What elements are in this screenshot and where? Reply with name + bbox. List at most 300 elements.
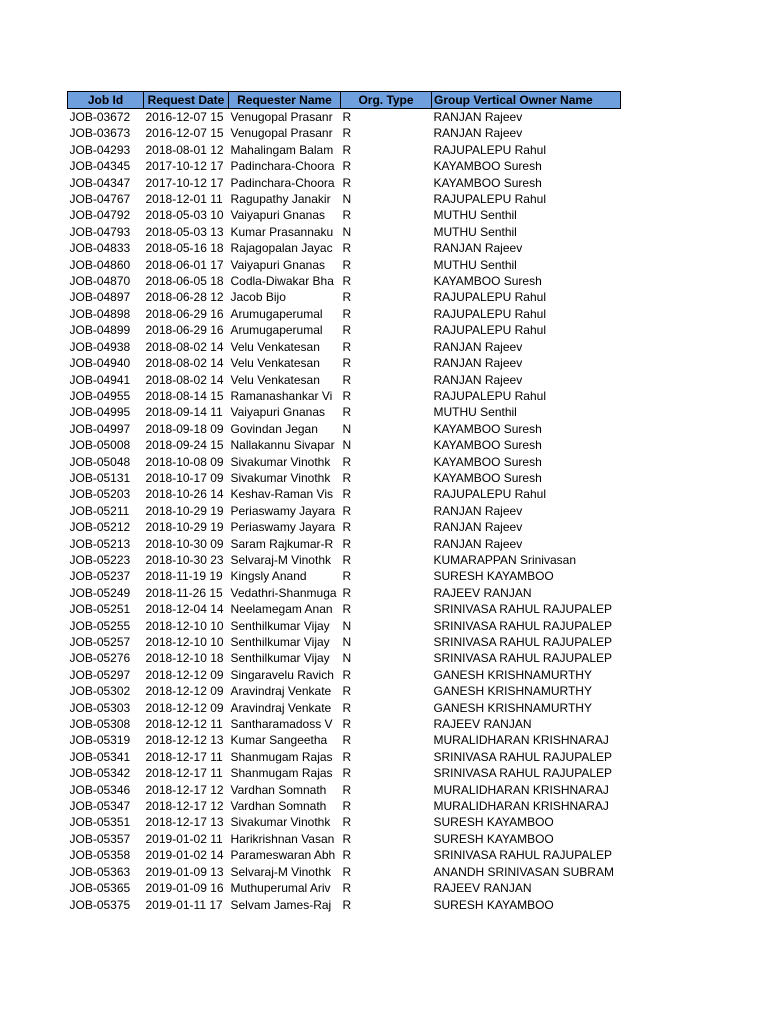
cell-org-type[interactable]: R [342,356,352,371]
cell-org-type[interactable]: R [342,257,352,272]
cell-request-date[interactable]: 2018-05-03 10 [145,208,224,223]
table-row [68,880,621,896]
table-row [68,306,621,322]
table-row [68,552,621,568]
cell-org-type[interactable]: R [342,897,352,912]
cell-job-id[interactable]: JOB-05357 [69,831,131,846]
cell-request-date[interactable]: 2018-11-19 19 [145,569,223,584]
cell-request-date[interactable]: 2018-12-12 09 [145,684,224,699]
cell-requester-name[interactable]: Velu Venkatesan [230,356,320,371]
cell-job-id[interactable]: JOB-05319 [69,733,131,748]
cell-request-date[interactable]: 2018-06-29 16 [145,323,224,338]
cell-org-type[interactable]: R [342,831,352,846]
cell-owner-name[interactable]: RAJEEV RANJAN [433,585,532,600]
cell-job-id[interactable]: JOB-04995 [69,405,131,420]
cell-requester-name[interactable]: Santharamadoss V [230,717,333,732]
cell-request-date[interactable]: 2018-09-24 15 [145,438,224,453]
table-row [68,437,621,453]
table-row [68,782,621,798]
table-row [68,142,621,158]
cell-request-date[interactable]: 2018-12-10 10 [145,635,224,649]
cell-owner-name[interactable]: KAYAMBOO Suresh [433,274,542,289]
cell-requester-name[interactable]: Jacob Bijo [230,290,286,305]
cell-requester-name[interactable]: Vardhan Somnath [230,799,327,814]
cell-org-type[interactable]: R [342,323,352,338]
table-row [68,404,621,420]
cell-org-type[interactable]: R [342,405,352,420]
cell-job-id[interactable]: JOB-05375 [69,897,131,912]
cell-request-date[interactable]: 2019-01-02 11 [145,831,223,846]
cell-org-type[interactable]: R [342,126,352,141]
cell-requester-name[interactable]: Aravindraj Venkate [230,684,332,699]
cell-job-id[interactable]: JOB-04833 [69,241,131,256]
cell-job-id[interactable]: JOB-04792 [69,208,131,223]
cell-request-date[interactable]: 2017-10-12 17 [145,175,224,190]
cell-job-id[interactable]: JOB-05203 [69,487,131,502]
spreadsheet-view [67,91,621,913]
cell-job-id[interactable]: JOB-05363 [69,864,131,879]
cell-job-id[interactable]: JOB-04941 [69,372,131,387]
table-row [68,864,621,880]
cell-request-date[interactable]: 2018-12-17 11 [145,749,223,764]
table-row [68,700,621,716]
table-row [68,191,621,207]
cell-job-id[interactable]: JOB-05251 [69,602,131,617]
cell-job-id[interactable]: JOB-04870 [69,274,131,289]
cell-owner-name[interactable]: SRINIVASA RAHUL RAJUPALEP [433,618,612,633]
cell-owner-name[interactable]: RANJAN Rajeev [433,126,523,141]
cell-requester-name[interactable]: Govindan Jegan [230,421,318,436]
table-row [68,503,621,519]
cell-owner-name[interactable]: SURESH KAYAMBOO [433,815,554,830]
cell-owner-name[interactable]: GANESH KRISHNAMURTHY [433,667,592,682]
cell-job-id[interactable]: JOB-04938 [69,339,131,354]
cell-job-id[interactable]: JOB-05249 [69,585,131,600]
cell-owner-name[interactable]: KAYAMBOO Suresh [433,470,542,485]
cell-org-type[interactable]: R [342,700,352,715]
cell-requester-name[interactable]: Periaswamy Jayara [230,520,336,535]
cell-requester-name[interactable]: Venugopal Prasanr [230,110,333,124]
cell-request-date[interactable]: 2018-10-29 19 [145,503,224,518]
table-row [68,847,621,863]
cell-job-id[interactable]: JOB-04955 [69,388,131,403]
cell-owner-name[interactable]: SURESH KAYAMBOO [433,569,554,584]
cell-owner-name[interactable]: MUTHU Senthil [433,405,517,420]
column-header-group-vertical-owner-name[interactable]: Group Vertical Owner Name [432,92,621,109]
cell-org-type[interactable]: R [342,766,352,781]
table-row [68,207,621,223]
cell-owner-name[interactable]: KAYAMBOO Suresh [433,438,542,453]
cell-owner-name[interactable]: RAJUPALEPU Rahul [433,142,546,157]
cell-request-date[interactable]: 2018-12-17 12 [145,782,224,797]
table-row [68,568,621,584]
cell-job-id[interactable]: JOB-04899 [69,323,131,338]
cell-org-type[interactable]: R [342,175,352,190]
cell-requester-name[interactable]: Selvaraj-M Vinothk [230,552,331,567]
column-header-job-id[interactable]: Job Id [68,92,144,109]
cell-owner-name[interactable]: RAJUPALEPU Rahul [433,388,546,403]
header-row [68,92,621,109]
table-row [68,355,621,371]
cell-job-id[interactable]: JOB-05346 [69,782,131,797]
cell-org-type[interactable]: R [342,372,352,387]
cell-request-date[interactable]: 2018-11-26 15 [145,585,223,600]
cell-org-type[interactable]: R [342,520,352,535]
cell-owner-name[interactable]: RAJUPALEPU Rahul [433,323,546,338]
cell-owner-name[interactable]: KUMARAPPAN Srinivasan [433,552,576,567]
cell-job-id[interactable]: JOB-04767 [69,192,131,207]
table-row [68,749,621,765]
cell-owner-name[interactable]: SURESH KAYAMBOO [433,831,554,846]
table-row [68,421,621,437]
cell-org-type[interactable]: R [342,339,352,354]
table-row [68,109,621,126]
cell-owner-name[interactable]: SURESH KAYAMBOO [433,897,554,912]
cell-requester-name[interactable]: Mahalingam Balam [230,142,334,157]
cell-owner-name[interactable]: SRINIVASA RAHUL RAJUPALEP [433,749,612,764]
cell-request-date[interactable]: 2019-01-02 14 [145,848,224,863]
cell-owner-name[interactable]: RAJUPALEPU Rahul [433,487,546,502]
cell-job-id[interactable]: JOB-05276 [69,651,131,666]
cell-requester-name[interactable]: Kumar Prasannaku [230,224,334,239]
cell-org-type[interactable]: R [342,208,352,223]
cell-requester-name[interactable]: Selvam James-Raj [230,897,332,912]
cell-org-type[interactable]: N [342,421,352,436]
cell-org-type[interactable]: R [342,717,352,732]
table-row [68,650,621,666]
cell-org-type[interactable]: R [342,454,352,469]
cell-requester-name[interactable]: Sivakumar Vinothk [230,470,331,485]
cell-job-id[interactable]: JOB-04898 [69,306,131,321]
table-row [68,732,621,748]
cell-request-date[interactable]: 2018-12-12 09 [145,667,224,682]
cell-org-type[interactable]: R [342,388,352,403]
cell-request-date[interactable]: 2016-12-07 15 [145,110,224,124]
table-row [68,257,621,273]
cell-owner-name[interactable]: KAYAMBOO Suresh [433,175,542,190]
cell-requester-name[interactable]: Aravindraj Venkate [230,700,332,715]
cell-owner-name[interactable]: MUTHU Senthil [433,257,517,272]
cell-org-type[interactable]: R [342,110,352,124]
table-row [68,125,621,141]
table-row [68,601,621,617]
table-row [68,765,621,781]
cell-owner-name[interactable]: RANJAN Rajeev [433,241,523,256]
cell-org-type[interactable]: R [342,552,352,567]
table-row [68,486,621,502]
cell-request-date[interactable]: 2018-08-02 14 [145,372,224,387]
cell-org-type[interactable]: R [342,749,352,764]
cell-job-id[interactable]: JOB-05303 [69,700,131,715]
cell-org-type[interactable]: R [342,241,352,256]
cell-owner-name[interactable]: MUTHU Senthil [433,224,517,239]
cell-requester-name[interactable]: Senthilkumar Vijay [230,651,330,666]
table-row [68,716,621,732]
cell-request-date[interactable]: 2018-12-12 13 [145,733,224,748]
table-row [68,831,621,847]
cell-requester-name[interactable]: Senthilkumar Vijay [230,635,330,649]
cell-job-id[interactable]: JOB-03673 [69,126,131,141]
cell-org-type[interactable]: R [342,274,352,289]
column-header-org-type[interactable]: Org. Type [341,92,432,109]
cell-owner-name[interactable]: KAYAMBOO Suresh [433,454,542,469]
cell-org-type[interactable]: N [342,635,352,649]
table-row [68,158,621,174]
cell-requester-name[interactable]: Arumugaperumal [230,306,323,321]
cell-request-date[interactable]: 2018-10-17 09 [145,470,224,485]
cell-org-type[interactable]: N [342,651,352,666]
cell-org-type[interactable]: R [342,848,352,863]
table-row [68,634,621,650]
cell-request-date[interactable]: 2018-06-01 17 [145,257,224,272]
cell-owner-name[interactable]: ANANDH SRINIVASAN SUBRAM [433,864,614,879]
cell-requester-name[interactable]: Vedathri-Shanmuga [230,585,337,600]
cell-org-type[interactable]: R [342,306,352,321]
cell-requester-name[interactable]: Senthilkumar Vijay [230,618,330,633]
cell-owner-name[interactable]: MUTHU Senthil [433,208,517,223]
cell-request-date[interactable]: 2016-12-07 15 [145,126,224,141]
column-header-request-date[interactable]: Request Date [144,92,229,109]
cell-org-type[interactable]: R [342,782,352,797]
cell-requester-name[interactable]: Vardhan Somnath [230,782,327,797]
cell-requester-name[interactable]: Ramanashankar Vi [230,388,333,403]
cell-request-date[interactable]: 2018-08-14 15 [145,388,224,403]
cell-job-id[interactable]: JOB-05308 [69,717,131,732]
cell-request-date[interactable]: 2018-10-30 23 [145,552,224,567]
cell-org-type[interactable]: R [342,470,352,485]
cell-requester-name[interactable]: Saram Rajkumar-R [230,536,334,551]
cell-job-id[interactable]: JOB-05347 [69,799,131,814]
table-row [68,470,621,486]
table-row [68,897,621,913]
cell-request-date[interactable]: 2018-06-28 12 [145,290,224,305]
table-row [68,798,621,814]
cell-owner-name[interactable]: RAJEEV RANJAN [433,717,532,732]
cell-owner-name[interactable]: RAJUPALEPU Rahul [433,290,546,305]
table-row [68,536,621,552]
table-row [68,814,621,830]
cell-job-id[interactable]: JOB-04897 [69,290,131,305]
cell-owner-name[interactable]: RANJAN Rajeev [433,372,523,387]
cell-job-id[interactable]: JOB-05255 [69,618,131,633]
cell-job-id[interactable]: JOB-05223 [69,552,131,567]
table-row [68,372,621,388]
cell-org-type[interactable]: N [342,192,352,207]
cell-owner-name[interactable]: SRINIVASA RAHUL RAJUPALEP [433,635,612,649]
table-row [68,339,621,355]
table-row [68,683,621,699]
cell-owner-name[interactable]: SRINIVASA RAHUL RAJUPALEP [433,766,612,781]
cell-owner-name[interactable]: MURALIDHARAN KRISHNARAJ [433,733,609,748]
cell-request-date[interactable]: 2018-12-01 11 [145,192,223,207]
cell-requester-name[interactable]: Muthuperumal Ariv [230,881,331,896]
cell-owner-name[interactable]: RANJAN Rajeev [433,356,523,371]
cell-request-date[interactable]: 2018-08-01 12 [145,142,224,157]
cell-job-id[interactable]: JOB-04860 [69,257,131,272]
cell-org-type[interactable]: R [342,799,352,814]
cell-job-id[interactable]: JOB-05211 [69,503,130,518]
cell-org-type[interactable]: N [342,438,352,453]
cell-request-date[interactable]: 2018-12-10 18 [145,651,224,666]
cell-request-date[interactable]: 2018-06-05 18 [145,274,224,289]
cell-request-date[interactable]: 2019-01-11 17 [145,897,223,912]
cell-owner-name[interactable]: RAJEEV RANJAN [433,881,532,896]
cell-request-date[interactable]: 2018-09-14 11 [145,405,223,420]
cell-job-id[interactable]: JOB-05302 [69,684,131,699]
cell-job-id[interactable]: JOB-04293 [69,142,131,157]
cell-org-type[interactable]: R [342,503,352,518]
cell-requester-name[interactable]: Codla-Diwakar Bha [230,274,334,289]
cell-requester-name[interactable]: Periaswamy Jayara [230,503,336,518]
cell-requester-name[interactable]: Velu Venkatesan [230,339,320,354]
cell-request-date[interactable]: 2018-10-30 09 [145,536,224,551]
table-row [68,175,621,191]
cell-request-date[interactable]: 2018-10-08 09 [145,454,224,469]
cell-request-date[interactable]: 2018-06-29 16 [145,306,224,321]
cell-job-id[interactable]: JOB-05358 [69,848,131,863]
table-row [68,585,621,601]
cell-request-date[interactable]: 2018-10-29 19 [145,520,224,535]
cell-owner-name[interactable]: RANJAN Rajeev [433,520,523,535]
cell-request-date[interactable]: 2018-12-04 14 [145,602,224,617]
cell-requester-name[interactable]: Vaiyapuri Gnanas [230,405,325,420]
cell-request-date[interactable]: 2018-12-17 13 [145,815,224,830]
cell-org-type[interactable]: R [342,290,352,305]
cell-request-date[interactable]: 2018-12-12 09 [145,700,224,715]
cell-request-date[interactable]: 2019-01-09 16 [145,881,224,896]
cell-org-type[interactable]: R [342,536,352,551]
cell-requester-name[interactable]: Kingsly Anand [230,569,307,584]
cell-job-id[interactable]: JOB-03672 [69,110,131,124]
cell-org-type[interactable]: R [342,684,352,699]
table-row [68,224,621,240]
cell-job-id[interactable]: JOB-05257 [69,635,131,649]
cell-org-type[interactable]: R [342,159,352,174]
table-row [68,289,621,305]
cell-requester-name[interactable]: Ragupathy Janakir [230,192,331,207]
cell-request-date[interactable]: 2018-12-12 11 [145,717,223,732]
cell-job-id[interactable]: JOB-05297 [69,667,131,682]
cell-request-date[interactable]: 2018-10-26 14 [145,487,224,502]
cell-job-id[interactable]: JOB-05365 [69,881,131,896]
cell-request-date[interactable]: 2017-10-12 17 [145,159,224,174]
cell-job-id[interactable]: JOB-04345 [69,159,131,174]
cell-org-type[interactable]: R [342,733,352,748]
cell-org-type[interactable]: R [342,815,352,830]
cell-owner-name[interactable]: KAYAMBOO Suresh [433,159,542,174]
cell-job-id[interactable]: JOB-05213 [69,536,131,551]
jobs-table [67,91,621,913]
cell-org-type[interactable]: R [342,487,352,502]
cell-owner-name[interactable]: RAJUPALEPU Rahul [433,192,546,207]
cell-owner-name[interactable]: RANJAN Rajeev [433,503,523,518]
cell-requester-name[interactable]: Singaravelu Ravich [230,667,334,682]
column-header-requester-name[interactable]: Requester Name [229,92,341,109]
cell-requester-name[interactable]: Velu Venkatesan [230,372,320,387]
cell-org-type[interactable]: R [342,602,352,617]
cell-org-type[interactable]: R [342,569,352,584]
table-row [68,667,621,683]
cell-job-id[interactable]: JOB-05008 [69,438,131,453]
cell-owner-name[interactable]: RANJAN Rajeev [433,536,523,551]
cell-org-type[interactable]: R [342,864,352,879]
cell-job-id[interactable]: JOB-05237 [69,569,131,584]
cell-owner-name[interactable]: RANJAN Rajeev [433,339,523,354]
cell-job-id[interactable]: JOB-05048 [69,454,131,469]
cell-requester-name[interactable]: Arumugaperumal [230,323,323,338]
cell-requester-name[interactable]: Parameswaran Abh [230,848,336,863]
cell-requester-name[interactable]: Vaiyapuri Gnanas [230,208,325,223]
cell-job-id[interactable]: JOB-04940 [69,356,131,371]
cell-request-date[interactable]: 2018-05-03 13 [145,224,224,239]
table-row [68,240,621,256]
cell-requester-name[interactable]: Venugopal Prasanr [230,126,333,141]
cell-request-date[interactable]: 2018-12-10 10 [145,618,224,633]
cell-job-id[interactable]: JOB-05212 [69,520,131,535]
cell-requester-name[interactable]: Padinchara-Choora [230,159,335,174]
cell-job-id[interactable]: JOB-05341 [69,749,131,764]
cell-org-type[interactable]: N [342,224,352,239]
cell-request-date[interactable]: 2018-08-02 14 [145,339,224,354]
cell-job-id[interactable]: JOB-04997 [69,421,131,436]
table-row [68,454,621,470]
cell-requester-name[interactable]: Kumar Sangeetha [230,733,328,748]
table-body [68,109,621,913]
cell-requester-name[interactable]: Shanmugam Rajas [230,766,333,781]
cell-job-id[interactable]: JOB-05342 [69,766,131,781]
cell-owner-name[interactable]: KAYAMBOO Suresh [433,421,542,436]
cell-owner-name[interactable]: GANESH KRISHNAMURTHY [433,684,592,699]
cell-job-id[interactable]: JOB-04793 [69,224,131,239]
cell-owner-name[interactable]: SRINIVASA RAHUL RAJUPALEP [433,848,612,863]
cell-owner-name[interactable]: RAJUPALEPU Rahul [433,306,546,321]
table-row [68,519,621,535]
cell-requester-name[interactable]: Keshav-Raman Vis [230,487,333,502]
cell-job-id[interactable]: JOB-05131 [69,470,131,485]
cell-owner-name[interactable]: SRINIVASA RAHUL RAJUPALEP [433,651,612,666]
cell-owner-name[interactable]: GANESH KRISHNAMURTHY [433,700,592,715]
cell-org-type[interactable]: R [342,585,352,600]
cell-request-date[interactable]: 2018-12-17 11 [145,766,223,781]
cell-request-date[interactable]: 2018-05-16 18 [145,241,224,256]
cell-requester-name[interactable]: Nallakannu Sivapar [230,438,335,453]
cell-requester-name[interactable]: Sivakumar Vinothk [230,815,331,830]
cell-requester-name[interactable]: Selvaraj-M Vinothk [230,864,331,879]
cell-requester-name[interactable]: Neelamegam Anan [230,602,333,617]
cell-requester-name[interactable]: Vaiyapuri Gnanas [230,257,325,272]
cell-request-date[interactable]: 2019-01-09 13 [145,864,224,879]
cell-requester-name[interactable]: Shanmugam Rajas [230,749,333,764]
cell-request-date[interactable]: 2018-08-02 14 [145,356,224,371]
cell-job-id[interactable]: JOB-05351 [69,815,131,830]
table-row [68,388,621,404]
cell-owner-name[interactable]: SRINIVASA RAHUL RAJUPALEP [433,602,612,617]
cell-owner-name[interactable]: MURALIDHARAN KRISHNARAJ [433,799,609,814]
cell-org-type[interactable]: N [342,618,352,633]
cell-requester-name[interactable]: Sivakumar Vinothk [230,454,331,469]
cell-requester-name[interactable]: Rajagopalan Jayac [230,241,333,256]
cell-org-type[interactable]: R [342,667,352,682]
cell-org-type[interactable]: R [342,142,352,157]
cell-requester-name[interactable]: Padinchara-Choora [230,175,335,190]
cell-owner-name[interactable]: RANJAN Rajeev [433,110,523,124]
cell-owner-name[interactable]: MURALIDHARAN KRISHNARAJ [433,782,609,797]
cell-org-type[interactable]: R [342,881,352,896]
cell-request-date[interactable]: 2018-09-18 09 [145,421,224,436]
cell-request-date[interactable]: 2018-12-17 12 [145,799,224,814]
cell-job-id[interactable]: JOB-04347 [69,175,131,190]
cell-requester-name[interactable]: Harikrishnan Vasan [230,831,335,846]
